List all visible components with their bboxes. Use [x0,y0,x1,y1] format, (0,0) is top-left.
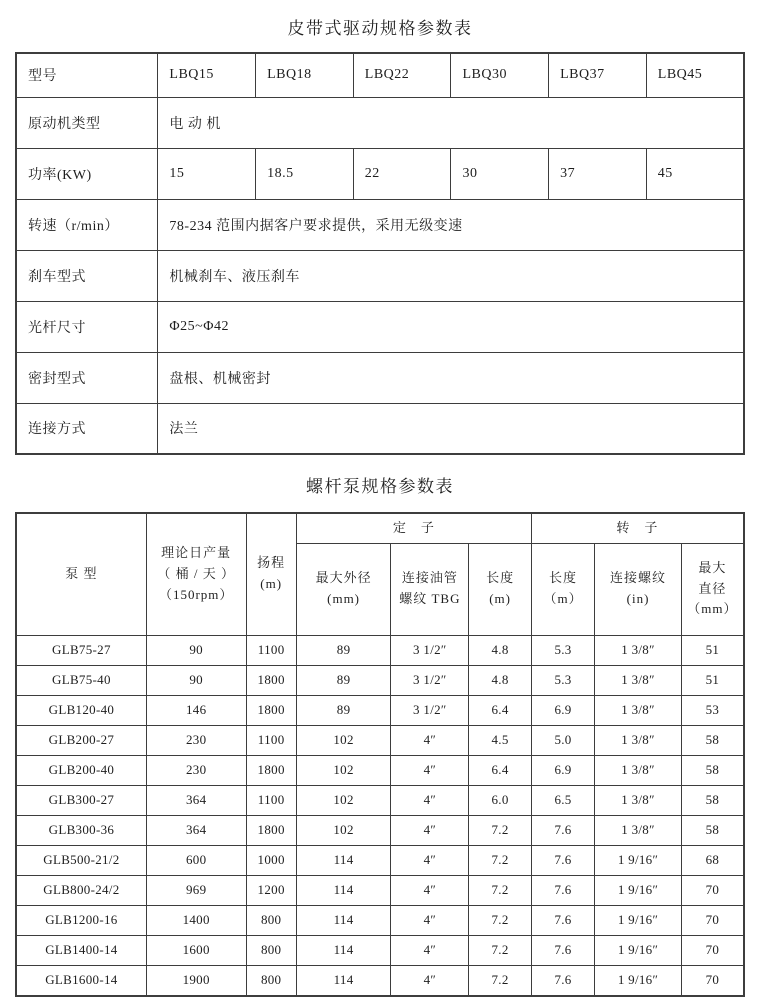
cell: 53 [681,695,744,725]
cell: 230 [146,755,246,785]
col-header-rotor-length: 长度 （m） [531,543,594,635]
cell: 1 3/8″ [595,755,682,785]
cell: 4″ [391,755,469,785]
col-header-stator-length: 长度 (m) [469,543,532,635]
cell: 364 [146,785,246,815]
cell: 7.6 [531,905,594,935]
cell: 1 3/8″ [595,695,682,725]
table-row [16,785,744,815]
cell: GLB75-40 [16,665,146,695]
row-label: 密封型式 [16,352,158,403]
cell: 7.6 [531,875,594,905]
cell: 230 [146,725,246,755]
cell: 30 [451,148,549,199]
cell: LBQ18 [256,53,354,97]
row-value: 机械刹车、液压刹车 [158,250,744,301]
cell: 6.4 [469,695,532,725]
cell: 4″ [391,875,469,905]
cell: GLB1200-16 [16,905,146,935]
row-value: Φ25~Φ42 [158,301,744,352]
cell: GLB1600-14 [16,965,146,996]
row-value: 78-234 范围内据客户要求提供，采用无级变速 [158,199,744,250]
cell: 102 [296,755,391,785]
cell: 3 1/2″ [391,695,469,725]
cell: 114 [296,965,391,996]
cell: 114 [296,905,391,935]
table-row [16,665,744,695]
row-label: 刹车型式 [16,250,158,301]
cell: 102 [296,725,391,755]
cell: 7.2 [469,875,532,905]
cell: 22 [353,148,451,199]
row-value: 电 动 机 [158,97,744,148]
screw-pump-table-title: 螺杆泵规格参数表 [306,477,454,496]
cell: 70 [681,905,744,935]
cell: 800 [246,935,296,965]
cell: 70 [681,935,744,965]
cell: 1000 [246,845,296,875]
cell: 1 3/8″ [595,665,682,695]
cell: 1 9/16″ [595,935,682,965]
cell: 4.8 [469,635,532,665]
table-row [16,845,744,875]
cell: GLB800-24/2 [16,875,146,905]
cell: 114 [296,935,391,965]
table-row [16,199,744,250]
belt-drive-table-title: 皮带式驱动规格参数表 [287,19,473,38]
cell: 1200 [246,875,296,905]
cell: 4″ [391,905,469,935]
cell: 114 [296,845,391,875]
col-header-pump-type: 泵 型 [16,513,146,635]
cell: 6.0 [469,785,532,815]
cell: GLB300-27 [16,785,146,815]
cell: 4.8 [469,665,532,695]
belt-drive-table [15,52,745,455]
col-header-rotor-thread: 连接螺纹 (in) [595,543,682,635]
header-group-row [16,513,744,543]
cell: 1 3/8″ [595,635,682,665]
cell: 1 9/16″ [595,875,682,905]
cell: 6.9 [531,695,594,725]
table-row [16,905,744,935]
cell: 1 3/8″ [595,815,682,845]
table-row [16,725,744,755]
table-row [16,755,744,785]
cell: 68 [681,845,744,875]
cell: 1800 [246,695,296,725]
cell: 7.6 [531,935,594,965]
table-row [16,875,744,905]
table-row [16,352,744,403]
cell: 3 1/2″ [391,635,469,665]
table-row [16,635,744,665]
cell: 7.2 [469,815,532,845]
cell: 51 [681,665,744,695]
cell: 7.2 [469,935,532,965]
table-row [16,695,744,725]
cell: 1100 [246,725,296,755]
cell: 800 [246,905,296,935]
cell: 58 [681,815,744,845]
cell: 58 [681,785,744,815]
cell: 1800 [246,755,296,785]
cell: GLB300-36 [16,815,146,845]
cell: 15 [158,148,256,199]
group-header-stator: 定 子 [296,513,531,543]
cell: 5.0 [531,725,594,755]
cell: 6.5 [531,785,594,815]
cell: 89 [296,695,391,725]
cell: 51 [681,635,744,665]
table-row [16,815,744,845]
cell: 1900 [146,965,246,996]
cell: 4″ [391,845,469,875]
cell: 7.2 [469,845,532,875]
cell: LBQ15 [158,53,256,97]
cell: 89 [296,665,391,695]
cell: 70 [681,965,744,996]
cell: 1800 [246,665,296,695]
row-value: 盘根、机械密封 [158,352,744,403]
cell: 102 [296,785,391,815]
table-row [16,250,744,301]
cell: 5.3 [531,665,594,695]
cell: 45 [646,148,744,199]
cell: 3 1/2″ [391,665,469,695]
cell: 4″ [391,815,469,845]
row-value: 法兰 [158,403,744,454]
row-label: 功率(KW) [16,148,158,199]
row-label: 转速（r/min） [16,199,158,250]
cell: 4″ [391,785,469,815]
cell: 5.3 [531,635,594,665]
cell: 1 3/8″ [595,785,682,815]
pump-table-body [16,635,744,996]
table-row [16,53,744,97]
screw-pump-table [15,512,745,997]
cell: 7.2 [469,965,532,996]
cell: GLB500-21/2 [16,845,146,875]
cell: 6.9 [531,755,594,785]
cell: 4″ [391,935,469,965]
cell: 7.2 [469,905,532,935]
col-header-stator-od: 最大外径 (mm) [296,543,391,635]
row-label: 光杆尺寸 [16,301,158,352]
cell: 58 [681,755,744,785]
table-row [16,965,744,996]
cell: 1 3/8″ [595,725,682,755]
table-row [16,403,744,454]
cell: 7.6 [531,965,594,996]
group-header-rotor: 转 子 [531,513,744,543]
col-header-daily-output: 理论日产量 （ 桶 / 天 ） （150rpm） [146,513,246,635]
cell: 37 [549,148,647,199]
row-label: 连接方式 [16,403,158,454]
cell: 7.6 [531,845,594,875]
cell: 600 [146,845,246,875]
cell: LBQ45 [646,53,744,97]
col-header-stator-thread: 连接油管 螺纹 TBG [391,543,469,635]
cell: 114 [296,875,391,905]
cell: 1100 [246,785,296,815]
cell: 89 [296,635,391,665]
cell: 102 [296,815,391,845]
cell: 1 9/16″ [595,905,682,935]
row-label: 原动机类型 [16,97,158,148]
table-row [16,97,744,148]
cell: 146 [146,695,246,725]
cell: GLB120-40 [16,695,146,725]
cell: LBQ30 [451,53,549,97]
row-label: 型号 [16,53,158,97]
cell: 7.6 [531,815,594,845]
cell: 1400 [146,905,246,935]
cell: 1100 [246,635,296,665]
cell: 1 9/16″ [595,965,682,996]
cell: 800 [246,965,296,996]
table-row [16,935,744,965]
col-header-rotor-diameter: 最大 直径 （mm） [681,543,744,635]
cell: 4″ [391,725,469,755]
cell: 6.4 [469,755,532,785]
cell: 90 [146,665,246,695]
cell: 1800 [246,815,296,845]
cell: LBQ37 [549,53,647,97]
cell: GLB200-40 [16,755,146,785]
cell: 969 [146,875,246,905]
col-header-lift: 扬程 (m) [246,513,296,635]
table-row [16,301,744,352]
cell: LBQ22 [353,53,451,97]
cell: 1600 [146,935,246,965]
cell: 364 [146,815,246,845]
cell: GLB75-27 [16,635,146,665]
cell: 18.5 [256,148,354,199]
cell: 70 [681,875,744,905]
cell: GLB200-27 [16,725,146,755]
cell: 90 [146,635,246,665]
cell: 4″ [391,965,469,996]
cell: GLB1400-14 [16,935,146,965]
cell: 58 [681,725,744,755]
cell: 4.5 [469,725,532,755]
cell: 1 9/16″ [595,845,682,875]
table-row [16,148,744,199]
